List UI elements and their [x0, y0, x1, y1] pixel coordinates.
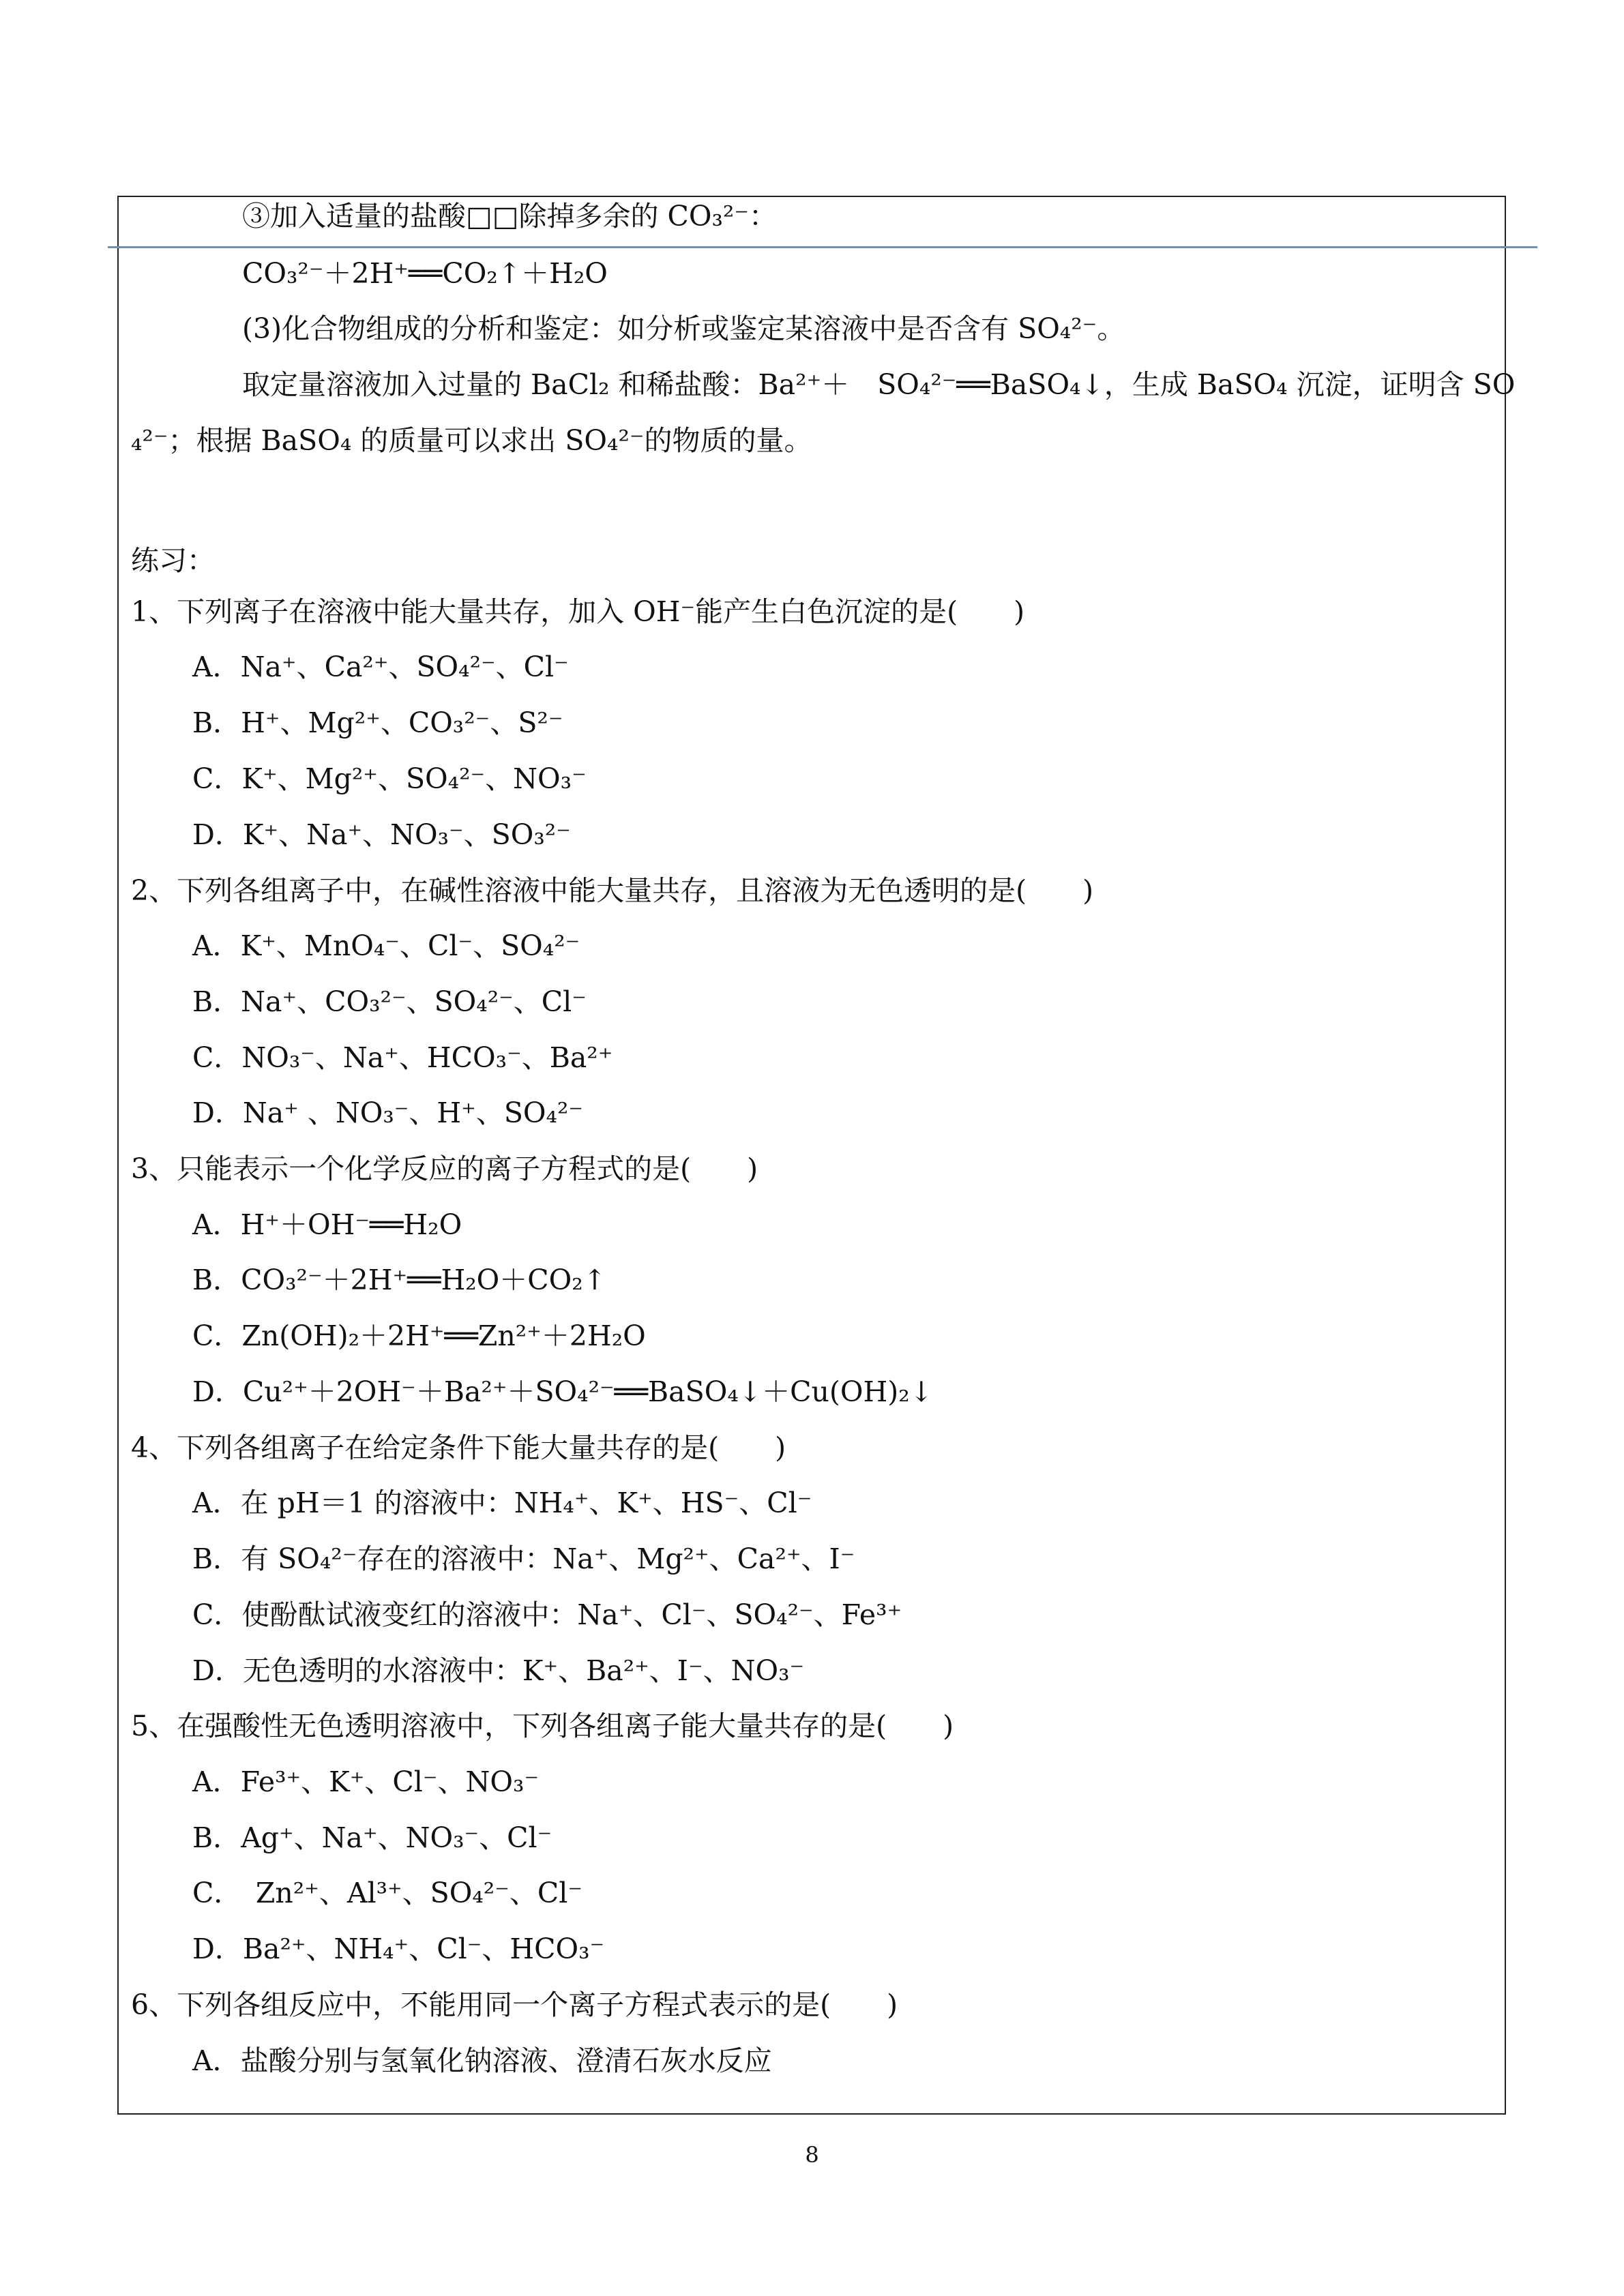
question-3-option-d: D．Cu²⁺＋2OH⁻＋Ba²⁺＋SO₄²⁻══BaSO₄↓＋Cu(OH)₂↓ [192, 1375, 934, 1408]
question-4-option-b: B．有 SO₄²⁻存在的溶液中：Na⁺、Mg²⁺、Ca²⁺、I⁻ [192, 1542, 855, 1575]
question-1-stem: 1、下列离子在溶液中能大量共存，加入 OH⁻能产生白色沉淀的是( ) [131, 595, 1025, 628]
question-5-option-c: C． Zn²⁺、Al³⁺、SO₄²⁻、Cl⁻ [192, 1877, 582, 1909]
intro-equation: CO₃²⁻＋2H⁺══CO₂↑＋H₂O [242, 257, 608, 290]
question-4-option-c: C．使酚酞试液变红的溶液中：Na⁺、Cl⁻、SO₄²⁻、Fe³⁺ [192, 1598, 902, 1631]
intro-analysis-body-2: ₄²⁻；根据 BaSO₄ 的质量可以求出 SO₄²⁻的物质的量。 [131, 424, 812, 457]
question-5-stem: 5、在强酸性无色透明溶液中，下列各组离子能大量共存的是( ) [131, 1710, 954, 1742]
intro-analysis-body-1: 取定量溶液加入过量的 BaCl₂ 和稀盐酸：Ba²⁺＋ SO₄²⁻══BaSO₄↓，生成 BaSO₄ 沉淀，证明含 SO [242, 368, 1516, 401]
question-4-stem: 4、下列各组离子在给定条件下能大量共存的是( ) [131, 1431, 786, 1464]
question-2-option-c: C．NO₃⁻、Na⁺、HCO₃⁻、Ba²⁺ [192, 1041, 613, 1074]
question-6-option-a: A．盐酸分别与氢氧化钠溶液、澄清石灰水反应 [192, 2044, 772, 2077]
question-1-option-c: C．K⁺、Mg²⁺、SO₄²⁻、NO₃⁻ [192, 762, 587, 795]
question-2-option-a: A．K⁺、MnO₄⁻、Cl⁻、SO₄²⁻ [192, 929, 580, 962]
question-5-option-a: A．Fe³⁺、K⁺、Cl⁻、NO₃⁻ [192, 1765, 540, 1798]
question-3-option-a: A．H⁺＋OH⁻══H₂O [192, 1208, 462, 1241]
intro-step3: ③加入适量的盐酸□□除掉多余的 CO₃²⁻： [242, 200, 778, 233]
question-5-option-b: B．Ag⁺、Na⁺、NO₃⁻、Cl⁻ [192, 1821, 552, 1854]
question-2-option-d: D．Na⁺ 、NO₃⁻、H⁺、SO₄²⁻ [192, 1097, 584, 1129]
question-3-option-b: B．CO₃²⁻＋2H⁺══H₂O＋CO₂↑ [192, 1264, 607, 1296]
question-4-option-a: A．在 pH＝1 的溶液中：NH₄⁺、K⁺、HS⁻、Cl⁻ [192, 1487, 812, 1519]
question-2-option-b: B．Na⁺、CO₃²⁻、SO₄²⁻、Cl⁻ [192, 985, 587, 1018]
page-number: 8 [805, 2142, 819, 2168]
intro-analysis-title: (3)化合物组成的分析和鉴定：如分析或鉴定某溶液中是否含有 SO₄²⁻。 [242, 312, 1125, 345]
question-3-option-c: C．Zn(OH)₂＋2H⁺══Zn²⁺＋2H₂O [192, 1320, 646, 1352]
question-1-option-b: B．H⁺、Mg²⁺、CO₃²⁻、S²⁻ [192, 706, 563, 739]
question-1-option-d: D．K⁺、Na⁺、NO₃⁻、SO₃²⁻ [192, 818, 571, 851]
exercise-label: 练习： [131, 544, 215, 577]
question-5-option-d: D．Ba²⁺、NH₄⁺、Cl⁻、HCO₃⁻ [192, 1933, 605, 1965]
question-4-option-d: D．无色透明的水溶液中：K⁺、Ba²⁺、I⁻、NO₃⁻ [192, 1654, 805, 1687]
question-1-option-a: A．Na⁺、Ca²⁺、SO₄²⁻、Cl⁻ [192, 651, 569, 683]
question-6-stem: 6、下列各组反应中，不能用同一个离子方程式表示的是( ) [131, 1988, 898, 2021]
question-2-stem: 2、下列各组离子中，在碱性溶液中能大量共存，且溶液为无色透明的是( ) [131, 874, 1094, 907]
question-3-stem: 3、只能表示一个化学反应的离子方程式的是( ) [131, 1152, 758, 1185]
header-rule [108, 246, 1537, 248]
